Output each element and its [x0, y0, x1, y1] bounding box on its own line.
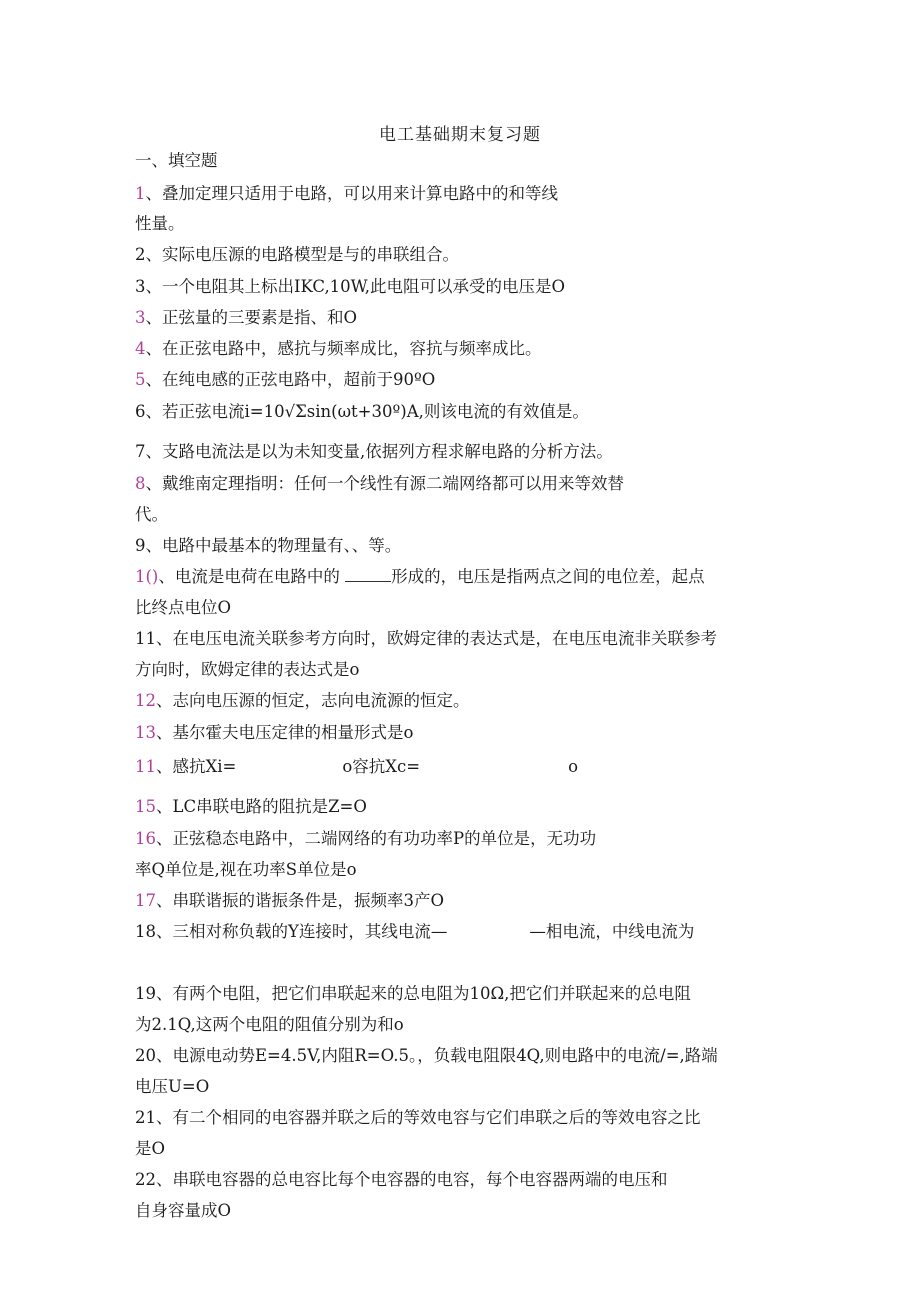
- question-number: 20: [135, 1046, 156, 1065]
- separator: 、: [156, 829, 173, 848]
- question-9: [135, 535, 401, 557]
- separator: 、: [156, 922, 173, 941]
- question-8-cont: 代。: [135, 505, 168, 524]
- question-6: [135, 401, 589, 423]
- question-15: [135, 796, 367, 818]
- question-number: 8: [135, 474, 146, 493]
- question-text: 串联电容器的总电容比每个电容器的电容，每个电容器两端的电压和: [172, 1170, 668, 1189]
- question-number: 3: [135, 277, 146, 296]
- question-text: 电源电动势E=4.5V,内阻R=O.5。，负载电阻限4Q,则电路中的电流/=,路端: [172, 1046, 718, 1065]
- question-16: [135, 828, 596, 850]
- separator: 、: [156, 891, 173, 910]
- question-12: [135, 690, 470, 712]
- separator: 、: [145, 536, 162, 555]
- question-number: 15: [135, 797, 156, 816]
- question-text: o: [568, 757, 579, 776]
- question-number: 16: [135, 829, 156, 848]
- separator: 、: [145, 245, 162, 264]
- question-number: 9: [135, 536, 146, 555]
- separator: 、: [156, 984, 173, 1003]
- question-number: 1(): [135, 567, 159, 586]
- question-3b: [135, 307, 357, 329]
- question-18: [135, 921, 694, 943]
- question-number: 6: [135, 402, 146, 421]
- answer-blank: [345, 567, 391, 582]
- separator: 、: [145, 402, 162, 421]
- question-20-cont: 电压U=O: [135, 1077, 210, 1096]
- question-text: 戴维南定理指明：任何一个线性有源二端网络都可以用来等效替: [162, 474, 624, 493]
- question-11-cont: 方向时，欧姆定律的表达式是o: [135, 660, 360, 679]
- question-number: 13: [135, 723, 156, 742]
- question-text: —相电流，中线电流为: [529, 922, 695, 941]
- question-text: 电路中最基本的物理量有、、等。: [162, 536, 402, 555]
- question-text: LC串联电路的阻抗是Z=O: [172, 797, 367, 816]
- question-text: 若正弦电流i=10√Σsin(ωt+30º)A,则该电流的有效值是。: [162, 402, 589, 421]
- question-1-cont: 性量。: [135, 214, 185, 233]
- question-number: 17: [135, 891, 156, 910]
- question-text: 在纯电感的正弦电路中，超前于90ºO: [162, 370, 436, 389]
- question-text: 有两个电阻，把它们串联起来的总电阻为10Ω,把它们并联起来的总电阻: [172, 984, 691, 1003]
- question-5: [135, 369, 435, 391]
- question-text: 感抗Xi=: [172, 757, 237, 776]
- separator: 、: [156, 757, 173, 776]
- question-2: [135, 244, 459, 266]
- question-text: 叠加定理只适用于电路，可以用来计算电路中的和等线: [162, 184, 558, 203]
- question-3a: [135, 276, 565, 298]
- question-number: 12: [135, 691, 156, 710]
- separator: 、: [156, 797, 173, 816]
- question-19-cont: 为2.1Q,这两个电阻的阻值分别为和o: [135, 1015, 404, 1034]
- question-number: 4: [135, 339, 146, 358]
- question-number: 22: [135, 1170, 156, 1189]
- question-number: 11: [135, 629, 156, 648]
- question-17: [135, 890, 444, 912]
- question-19: [135, 983, 691, 1005]
- question-number: 21: [135, 1108, 156, 1127]
- question-10-cont: 比终点电位O: [135, 598, 232, 617]
- question-text: 基尔霍夫电压定律的相量形式是o: [172, 723, 414, 742]
- separator: 、: [156, 1108, 173, 1127]
- separator: 、: [145, 277, 162, 296]
- question-number: 18: [135, 922, 156, 941]
- question-8: [135, 473, 624, 495]
- question-21: [135, 1107, 701, 1129]
- separator: 、: [158, 567, 175, 586]
- question-text: 正弦量的三要素是指、和O: [162, 308, 358, 327]
- separator: 、: [145, 308, 162, 327]
- question-text: 志向电压源的恒定，志向电流源的恒定。: [172, 691, 470, 710]
- question-text: 串联谐振的谐振条件是，振频率3产O: [172, 891, 445, 910]
- question-text: 一个电阻其上标出IKC,10W,此电阻可以承受的电压是O: [162, 277, 566, 296]
- separator: 、: [156, 723, 173, 742]
- question-20: [135, 1045, 718, 1067]
- question-16-cont: 率Q单位是,视在功率S单位是o: [135, 860, 357, 879]
- question-text: 正弦稳态电路中，二端网络的有功功率P的单位是，无功功: [172, 829, 597, 848]
- question-text: 在电压电流关联参考方向时，欧姆定律的表达式是，在电压电流非关联参考: [172, 629, 717, 648]
- question-text: 在正弦电路中，感抗与频率成比，容抗与频率成比。: [162, 339, 542, 358]
- question-21-cont: 是O: [135, 1139, 166, 1158]
- separator: 、: [156, 1170, 173, 1189]
- separator: 、: [156, 691, 173, 710]
- question-number: 11: [135, 757, 156, 776]
- separator: 、: [145, 442, 162, 461]
- question-14: [135, 756, 578, 778]
- question-text: 支路电流法是以为未知变量,依据列方程求解电路的分析方法。: [162, 442, 613, 461]
- question-number: 1: [135, 184, 146, 203]
- section-heading: 一、填空题: [135, 151, 218, 170]
- question-number: 2: [135, 245, 146, 264]
- question-13: [135, 722, 413, 744]
- question-text: 有二个相同的电容器并联之后的等效电容与它们串联之后的等效电容之比: [172, 1108, 701, 1127]
- question-text: 三相对称负载的Y连接时，其线电流—: [172, 922, 448, 941]
- separator: 、: [145, 474, 162, 493]
- question-1: [135, 183, 558, 205]
- question-text: 形成的，电压是指两点之间的电位差，起点: [391, 567, 705, 586]
- question-22: [135, 1169, 668, 1191]
- page-title: 电工基础期末复习题: [379, 125, 541, 145]
- question-text: o容抗Xc=: [342, 757, 421, 776]
- question-11: [135, 628, 717, 650]
- question-22-cont: 自身容量成O: [135, 1201, 232, 1220]
- question-7: [135, 441, 613, 463]
- separator: 、: [156, 1046, 173, 1065]
- separator: 、: [145, 184, 162, 203]
- question-number: 5: [135, 370, 146, 389]
- question-number: 3: [135, 308, 146, 327]
- question-4: [135, 338, 542, 360]
- separator: 、: [156, 629, 173, 648]
- question-10: [135, 566, 705, 588]
- separator: 、: [145, 339, 162, 358]
- separator: 、: [145, 370, 162, 389]
- question-number: 19: [135, 984, 156, 1003]
- question-text: 实际电压源的电路模型是与的串联组合。: [162, 245, 459, 264]
- question-text: 电流是电荷在电路中的: [174, 567, 340, 586]
- question-number: 7: [135, 442, 146, 461]
